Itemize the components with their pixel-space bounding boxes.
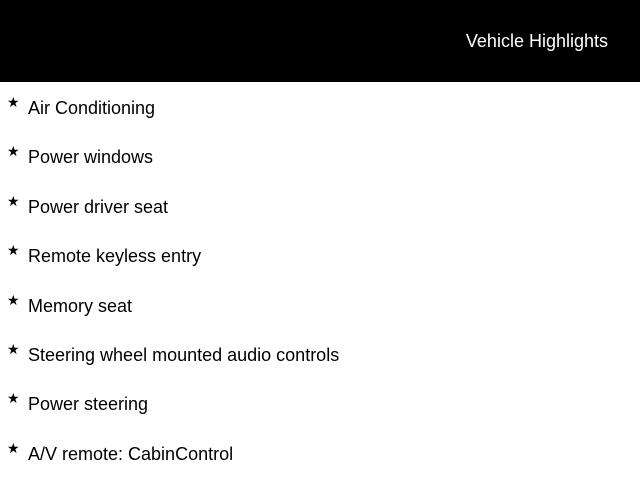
list-item <box>0 132 640 181</box>
list-item <box>0 330 640 379</box>
feature-label-remote-keyless-entry: Remote keyless entry <box>28 246 202 267</box>
feature-label-power-steering: Power steering <box>28 394 149 415</box>
feature-label-steering-audio-controls: Steering wheel mounted audio controls <box>28 344 340 365</box>
star-icon: ★ <box>7 292 20 309</box>
star-icon: ★ <box>7 341 20 358</box>
feature-label-memory-seat: Memory seat <box>28 295 133 316</box>
list-item <box>0 429 640 478</box>
list-item <box>0 231 640 280</box>
feature-label-air-conditioning: Air Conditioning <box>28 98 156 118</box>
vehicle-features-list <box>0 82 640 478</box>
list-item <box>0 281 640 330</box>
list-item <box>0 83 640 132</box>
feature-label-power-windows: Power windows <box>28 147 154 168</box>
feature-label-power-driver-seat: Power driver seat <box>28 196 169 217</box>
star-icon: ★ <box>7 440 20 457</box>
star-icon: ★ <box>7 243 20 260</box>
list-item <box>0 379 640 428</box>
star-icon: ★ <box>7 144 20 161</box>
header-bar <box>0 0 640 82</box>
list-item <box>0 182 640 231</box>
page-title: Vehicle Highlights <box>465 31 608 51</box>
feature-label-av-remote: A/V remote: CabinControl <box>28 443 234 464</box>
star-icon: ★ <box>7 95 20 111</box>
star-icon: ★ <box>7 391 20 408</box>
star-icon: ★ <box>7 193 20 210</box>
